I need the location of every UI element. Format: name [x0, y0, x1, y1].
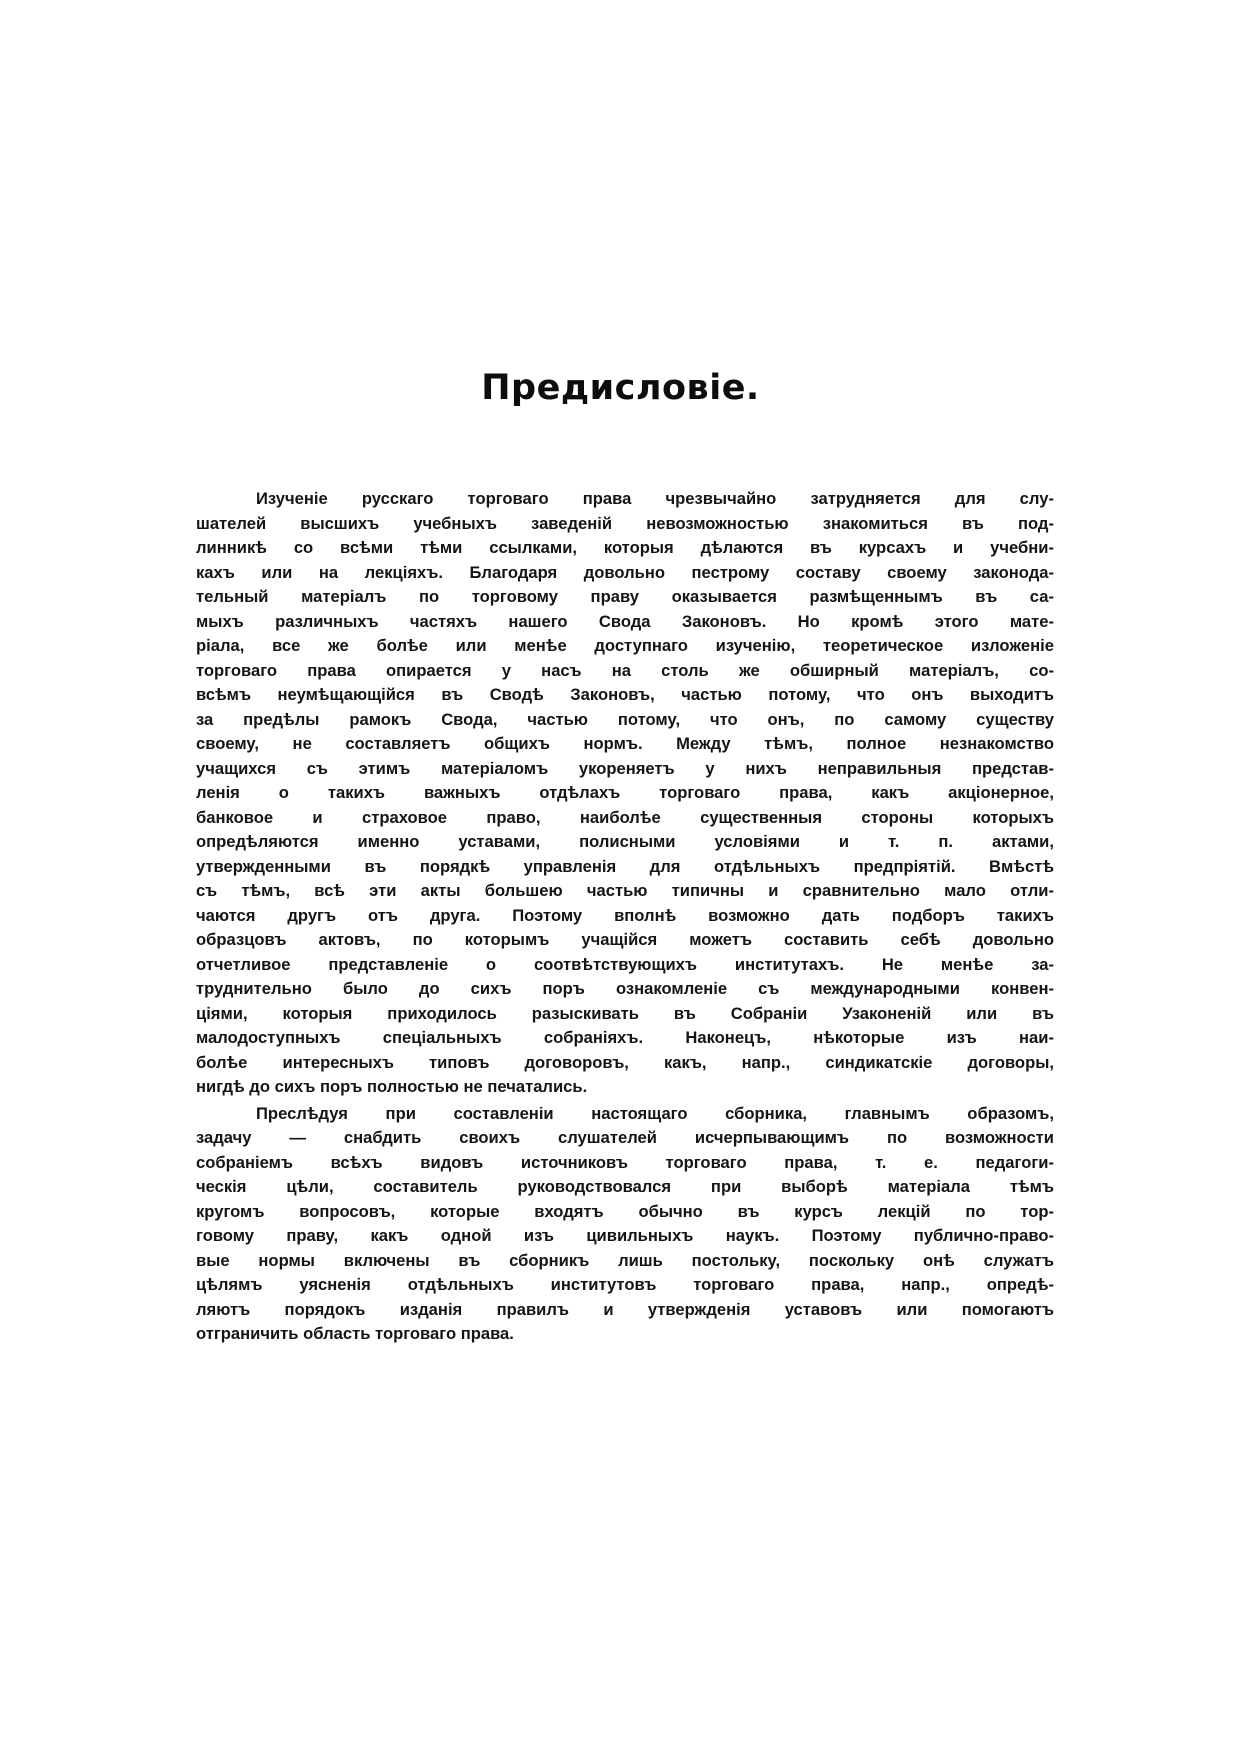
paragraph-2 — [196, 1102, 1054, 1347]
text-line: торговаго права опирается у насъ на столь же обширный матеріалъ, со- — [196, 660, 1054, 680]
text-line: отграничить область торговаго права. — [196, 1324, 514, 1343]
text-line: ческія цѣли, составитель руководствовался при выборѣ матеріала тѣмъ — [196, 1177, 1054, 1196]
text-line: своему, не составляетъ общихъ нормъ. Между тѣмъ, полное незнакомство — [196, 734, 1054, 753]
text-line: ленія о такихъ важныхъ отдѣлахъ торговаго права, какъ акціонерное, — [196, 783, 1054, 802]
text-line: линникѣ со всѣми тѣми ссылками, которыя дѣлаются въ курсахъ и учебни- — [196, 538, 1054, 557]
text-line: труднительно было до сихъ поръ ознакомленіе съ международными конвен- — [196, 979, 1054, 998]
preface-body — [196, 487, 1054, 1347]
text-line: съ тѣмъ, всѣ эти акты большею частью типичны и сравнительно мало отли- — [196, 881, 1054, 900]
text-line: Преслѣдуя при составленіи настоящаго сборника, главнымъ образомъ, — [256, 1103, 1054, 1123]
text-line: всѣмъ неумѣщающійся въ Сводѣ Законовъ, частью потому, что онъ выходитъ — [196, 685, 1054, 704]
text-line: ляютъ порядокъ изданія правилъ и утвержденія уставовъ или помогаютъ — [196, 1299, 1054, 1319]
text-line: чаются другъ отъ друга. Поэтому вполнѣ возможно дать подборъ такихъ — [196, 905, 1054, 925]
page-title: Предисловіе. — [481, 368, 760, 408]
text-line: тельный матеріалъ по торговому праву оказывается размѣщеннымъ въ са- — [196, 587, 1054, 606]
text-line: вые нормы включены въ сборникъ лишь постольку, поскольку онѣ служатъ — [196, 1250, 1054, 1270]
paragraph-1 — [196, 487, 1054, 1100]
text-line: учащихся съ этимъ матеріаломъ укореняетъ у нихъ неправильныя представ- — [196, 758, 1054, 778]
text-line: за предѣлы рамокъ Свода, частью потому, что онъ, по самому существу — [196, 709, 1054, 729]
text-line: ціями, которыя приходилось разыскивать въ Собраніи Узаконеній или въ — [196, 1003, 1054, 1023]
text-line: отчетливое представленіе о соотвѣтствующихъ институтахъ. Не менѣе за- — [196, 954, 1054, 974]
text-line: цѣлямъ уясненія отдѣльныхъ институтовъ торговаго права, напр., опредѣ- — [196, 1275, 1054, 1294]
text-line: кругомъ вопросовъ, которые входятъ обычно въ курсъ лекцій по тор- — [196, 1201, 1054, 1221]
text-line: задачу — снабдить своихъ слушателей исчерпывающимъ по возможности — [196, 1128, 1054, 1147]
text-line: опредѣляются именно уставами, полисными условіями и т. п. актами, — [196, 832, 1054, 851]
text-line: образцовъ актовъ, по которымъ учащійся можетъ составить себѣ довольно — [196, 930, 1054, 949]
text-line: мыхъ различныхъ частяхъ нашего Свода Законовъ. Но кромѣ этого мате- — [196, 611, 1054, 631]
text-line: ріала, все же болѣе или менѣе доступнаго изученію, теоретическое изложеніе — [196, 636, 1054, 655]
text-line: банковое и страховое право, наиболѣе существенныя стороны которыхъ — [196, 807, 1054, 827]
text-line: шателей высшихъ учебныхъ заведеній невозможностью знакомиться въ под- — [196, 513, 1054, 533]
text-line: говому праву, какъ одной изъ цивильныхъ наукъ. Поэтому публично-право- — [196, 1226, 1054, 1245]
text-line: Изученіе русскаго торговаго права чрезвычайно затрудняется для слу- — [256, 489, 1054, 508]
text-line: малодоступныхъ спеціальныхъ собраніяхъ. Наконецъ, нѣкоторые изъ наи- — [196, 1028, 1054, 1047]
text-line: собраніемъ всѣхъ видовъ источниковъ торговаго права, т. е. педагоги- — [196, 1152, 1054, 1172]
text-line: утвержденными въ порядкѣ управленія для отдѣльныхъ предпріятій. Вмѣстѣ — [196, 856, 1054, 876]
text-line: болѣе интересныхъ типовъ договоровъ, какъ, напр., синдикатскіе договоры, — [196, 1052, 1054, 1072]
text-line: нигдѣ до сихъ поръ полностью не печатались. — [196, 1077, 588, 1096]
text-line: кахъ или на лекціяхъ. Благодаря довольно пестрому составу своему законода- — [196, 562, 1054, 582]
